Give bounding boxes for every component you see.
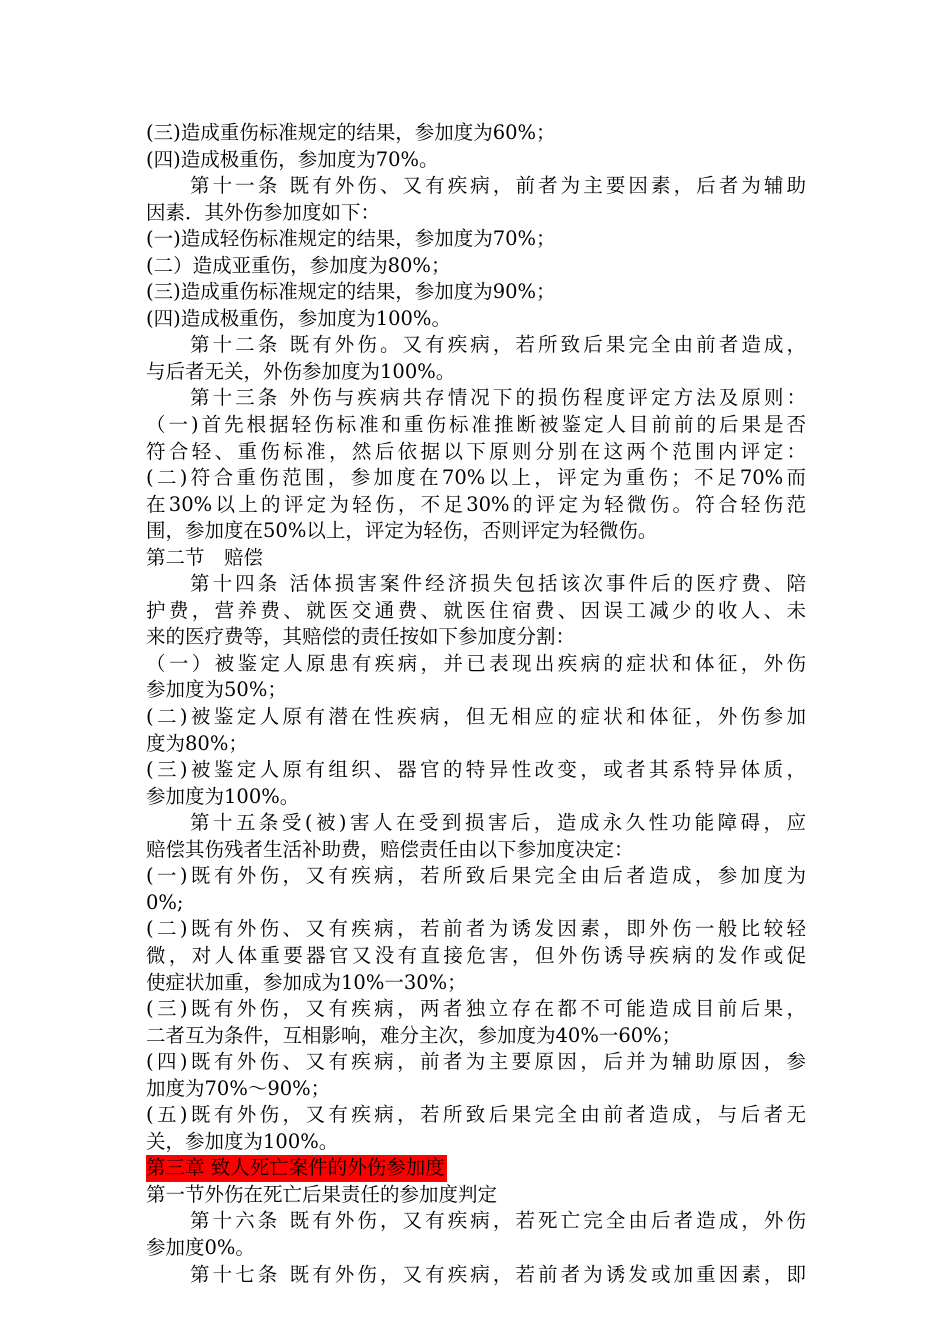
text-line: 第十三条 外伤与疾病共存情况下的损伤程度评定方法及原则：: [190, 386, 806, 410]
text-line: 符合轻、重伤标准，然后依据以下原则分别在这两个范围内评定：: [146, 439, 806, 463]
text-line: 来的医疗费等，其赔偿的责任按如下参加度分割：: [146, 625, 576, 649]
text-line: (三)被鉴定人原有组织、器官的特异性改变，或者其系特异体质，: [146, 758, 806, 782]
document-body: [146, 120, 806, 1288]
text-line: (二)被鉴定人原有潜在性疾病，但无相应的症状和体征，外伤参加: [146, 705, 806, 729]
text-line: 赔偿其伤残者生活补助费，赔偿责任由以下参加度决定：: [146, 837, 634, 861]
text-line: 第十五条受(被)害人在受到损害后，造成永久性功能障碍，应: [190, 811, 806, 835]
text-line: (二）造成亚重伤，参加度为80%；: [146, 253, 451, 277]
text-line: (一)造成轻伤标准规定的结果，参加度为70%；: [146, 227, 556, 251]
text-line: 在30%以上的评定为轻伤，不足30%的评定为轻微伤。符合轻伤范: [146, 492, 806, 516]
text-line: 加度为70%～90%；: [146, 1076, 331, 1100]
text-line: 微，对人体重要器官又没有直接危害，但外伤诱导疾病的发作或促: [146, 943, 806, 967]
text-line: (四)既有外伤、又有疾病，前者为主要原因，后并为辅助原因，参: [146, 1050, 806, 1074]
text-line: 关，参加度为100%。: [146, 1129, 339, 1153]
text-line: 二者互为条件，互相影响，难分主次，参加度为40%一60%；: [146, 1023, 682, 1047]
text-line: 围，参加度在50%以上，评定为轻伤，否则评定为轻微伤。: [146, 519, 658, 543]
text-line: (三)造成重伤标准规定的结果，参加度为90%；: [146, 280, 556, 304]
text-line: 护费，营养费、就医交通费、就医住宿费、因误工减少的收人、未: [146, 598, 806, 622]
text-line: 与后者无关，外伤参加度为100%。: [146, 359, 456, 383]
highlighted-heading: 第三章 致人死亡案件的外伤参加度: [146, 1155, 447, 1182]
text-line: 度为80%；: [146, 731, 248, 755]
text-line: 第十一条 既有外伤、又有疾病，前者为主要因素，后者为辅助: [190, 174, 806, 198]
text-line: (四)造成极重伤，参加度为100%。: [146, 306, 451, 330]
text-line: 第十四条 活体损害案件经济损失包括该次事件后的医疗费、陪: [190, 572, 806, 596]
text-line: (三)既有外伤，又有疾病，两者独立存在都不可能造成目前后果，: [146, 997, 806, 1021]
text-line: 使症状加重，参加成为10%一30%；: [146, 970, 467, 994]
text-line: 第十七条 既有外伤，又有疾病，若前者为诱发或加重因素，即: [190, 1262, 806, 1286]
text-line: 第十二条 既有外伤。又有疾病，若所致后果完全由前者造成，: [190, 333, 806, 357]
text-line: (四)造成极重伤，参加度为70%。: [146, 147, 439, 171]
text-line: (三)造成重伤标准规定的结果，参加度为60%；: [146, 121, 556, 144]
text-line: （一）被鉴定人原患有疾病，并已表现出疾病的症状和体征，外伤: [146, 651, 806, 675]
text-line: 参加度0%。: [146, 1235, 255, 1259]
text-line: 0%;: [146, 890, 184, 914]
text-line: 第十六条 既有外伤，又有疾病，若死亡完全由后者造成，外伤: [190, 1209, 806, 1233]
text-line: 参加度为50%；: [146, 678, 287, 702]
text-line: 因素．其外伤参加度如下：: [146, 200, 381, 224]
text-line: （一)首先根据轻伤标准和重伤标准推断被鉴定人目前前的后果是否: [146, 413, 806, 437]
text-line: 第二节 赔偿: [146, 545, 264, 569]
text-line: (五)既有外伤，又有疾病，若所致后果完全由前者造成，与后者无: [146, 1103, 806, 1127]
text-line: (二)既有外伤、又有疾病，若前者为诱发因素，即外伤一般比较轻: [146, 917, 806, 941]
text-line: (二)符合重伤范围，参加度在70%以上，评定为重伤；不足70%而: [146, 466, 806, 490]
text-line: (一)既有外伤，又有疾病，若所致后果完全由后者造成，参加度为: [146, 864, 806, 888]
text-line: 参加度为100%。: [146, 784, 300, 808]
chapter-heading: [146, 1155, 806, 1182]
text-line: 第一节外伤在死亡后果责任的参加度判定: [146, 1182, 498, 1206]
